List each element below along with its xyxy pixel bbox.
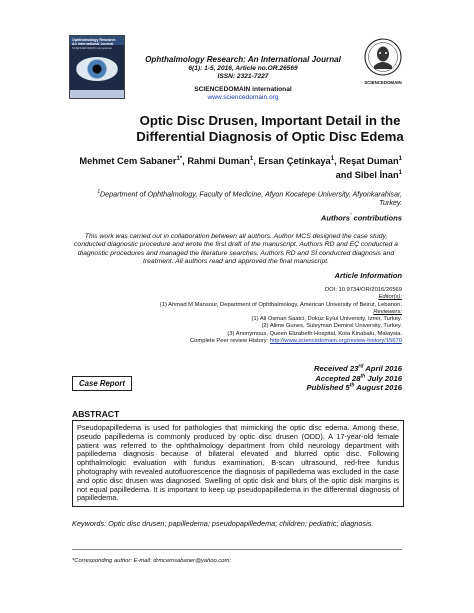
corresponding-author-note: *Corresponding author: E-mail: drmcemsabaner@yahoo.com; (72, 558, 231, 564)
article-title: Optic Disc Drusen, Important Detail in the Differential Diagnosis of Optic Disc Edema (136, 113, 404, 144)
author-affiliation-mark: 1 (398, 169, 402, 176)
article-type-badge: Case Report (72, 376, 132, 391)
author-affiliation-mark: 1 (398, 156, 402, 162)
footnote-divider (72, 549, 402, 550)
published-date: Published 5th August 2016 (306, 382, 402, 393)
journal-issn: ISSN: 2321-7227 (217, 73, 269, 80)
review-history-link[interactable]: http://www.sciencedomain.org/review-history/15670 (269, 338, 402, 345)
reviewer-entry: (3) Anonymous, Queen Elizabeth Hospital, Kota Kinabalu, Malaysia. (227, 330, 402, 337)
author-list: Mehmet Cem Sabaner$^{1*}$, Rahmi Duman$^1$, Ersan Çetinkaya$^1$, Reşat Duman$^1$ and Sibel İnan$^1$ (79, 156, 402, 180)
keywords: Keywords: Optic disc drusen; papilledema; pseudopapilledema; children; pediatric; diagnosis. (72, 519, 374, 528)
contributions-text: This work was carried out in collaboration between all authors. Author MCS designed the case study, conducted diagnostic procedure and wrote the first draft of the manuscript. Authors RD and EÇ conducted a diagnostic procedures and managed the literature searches. Authors RD and Sİ conducted diagnosis and treatment. All authors read and approved the final manuscript. (74, 233, 398, 265)
abstract-text: Pseudopapilledema is used for pathologies that mimicking the optic disc edema. Among these, pseudo papilledema is commonly produced by optic disc drusen (ODD). A 17-year-old female patient was referred to the ophthalmology department from child neurology department with papilledema diagnosis because of bilateral elevated and blurred optic disc. Following ophthalmologic evaluation with fundus examination, B-scan ultrasound, red-free fundus photography with revealed autofluorescence the diagnosis of papilledema was excluded in the case and optic disc drusen was diagnosed. Swelling of optic disk and blurs of the optic disk margins is not equal papilledema. It is important to keep up pseudopapilledema in the differential diagnosis of papilledema. (72, 420, 404, 507)
article-info-block (130, 287, 402, 345)
article-info-heading: Article Information (334, 271, 402, 280)
journal-cover-image (69, 35, 125, 99)
publisher-website[interactable]: www.sciencedomain.org (207, 94, 279, 101)
author-name: Rahmi Duman (187, 156, 250, 167)
review-history: Complete Peer review History: http://www.sciencedomain.org/review-history/15670 (189, 338, 402, 345)
author-name: Mehmet Cem Sabaner (79, 156, 177, 167)
author-affiliation-mark: 1* (176, 156, 183, 162)
cover-subtitle: SCIENCEDOMAIN international (72, 46, 112, 50)
editors-label: Editor(s): (378, 294, 402, 301)
publication-dates (250, 364, 402, 393)
received-date: Received 23rd April 2016 (313, 363, 402, 373)
doi: DOI: 10.9734/OR/2016/26569 (324, 287, 402, 293)
journal-name: Ophthalmology Research: An International Journal (145, 55, 341, 64)
author-name: Sibel İnan (354, 169, 399, 180)
logo-text: SCIENCEDOMAIN (364, 80, 402, 85)
author-name: Ersan Çetinkaya (258, 156, 331, 167)
affiliation-mark: 1 (97, 189, 100, 195)
author-affiliation-mark: 1 (330, 156, 335, 162)
reviewers-label: Reviewers: (373, 308, 402, 315)
author-name: Reşat Duman (339, 156, 399, 167)
journal-citation: 6(1): 1-5, 2016, Article no.OR.26569 (188, 65, 298, 72)
cover-title: Ophthalmology Research An International Journal (72, 38, 116, 46)
publisher-name: SCIENCEDOMAIN international (194, 86, 292, 93)
cover-footer-band (70, 90, 124, 98)
cover-eye-image (76, 57, 118, 81)
abstract-heading: ABSTRACT (72, 409, 120, 419)
accepted-date: Accepted 28th July 2016 (315, 373, 402, 383)
editor-entry: (1) Ahmad M Mansour, Department of Ophthalmology, American University of Beirut, Lebanon. (159, 301, 402, 308)
contributions-heading: Authors’ contributions (320, 213, 402, 223)
reviewer-entry: (1) Ali Osman Saatci, Dokuz Eylul University, Izmir, Turkey. (251, 316, 402, 323)
sciencedomain-logo (361, 35, 405, 93)
reviewer-entry: (2) Alime Gunes, Suleyman Demirel University, Turkey. (261, 323, 402, 330)
author-affiliation-mark: 1 (249, 156, 254, 162)
author-affiliation: $^1$Department of Ophthalmology, Faculty of Medicine, Afyon Kocatepe University, Afyonkarahisar, Turkey. (97, 189, 402, 208)
